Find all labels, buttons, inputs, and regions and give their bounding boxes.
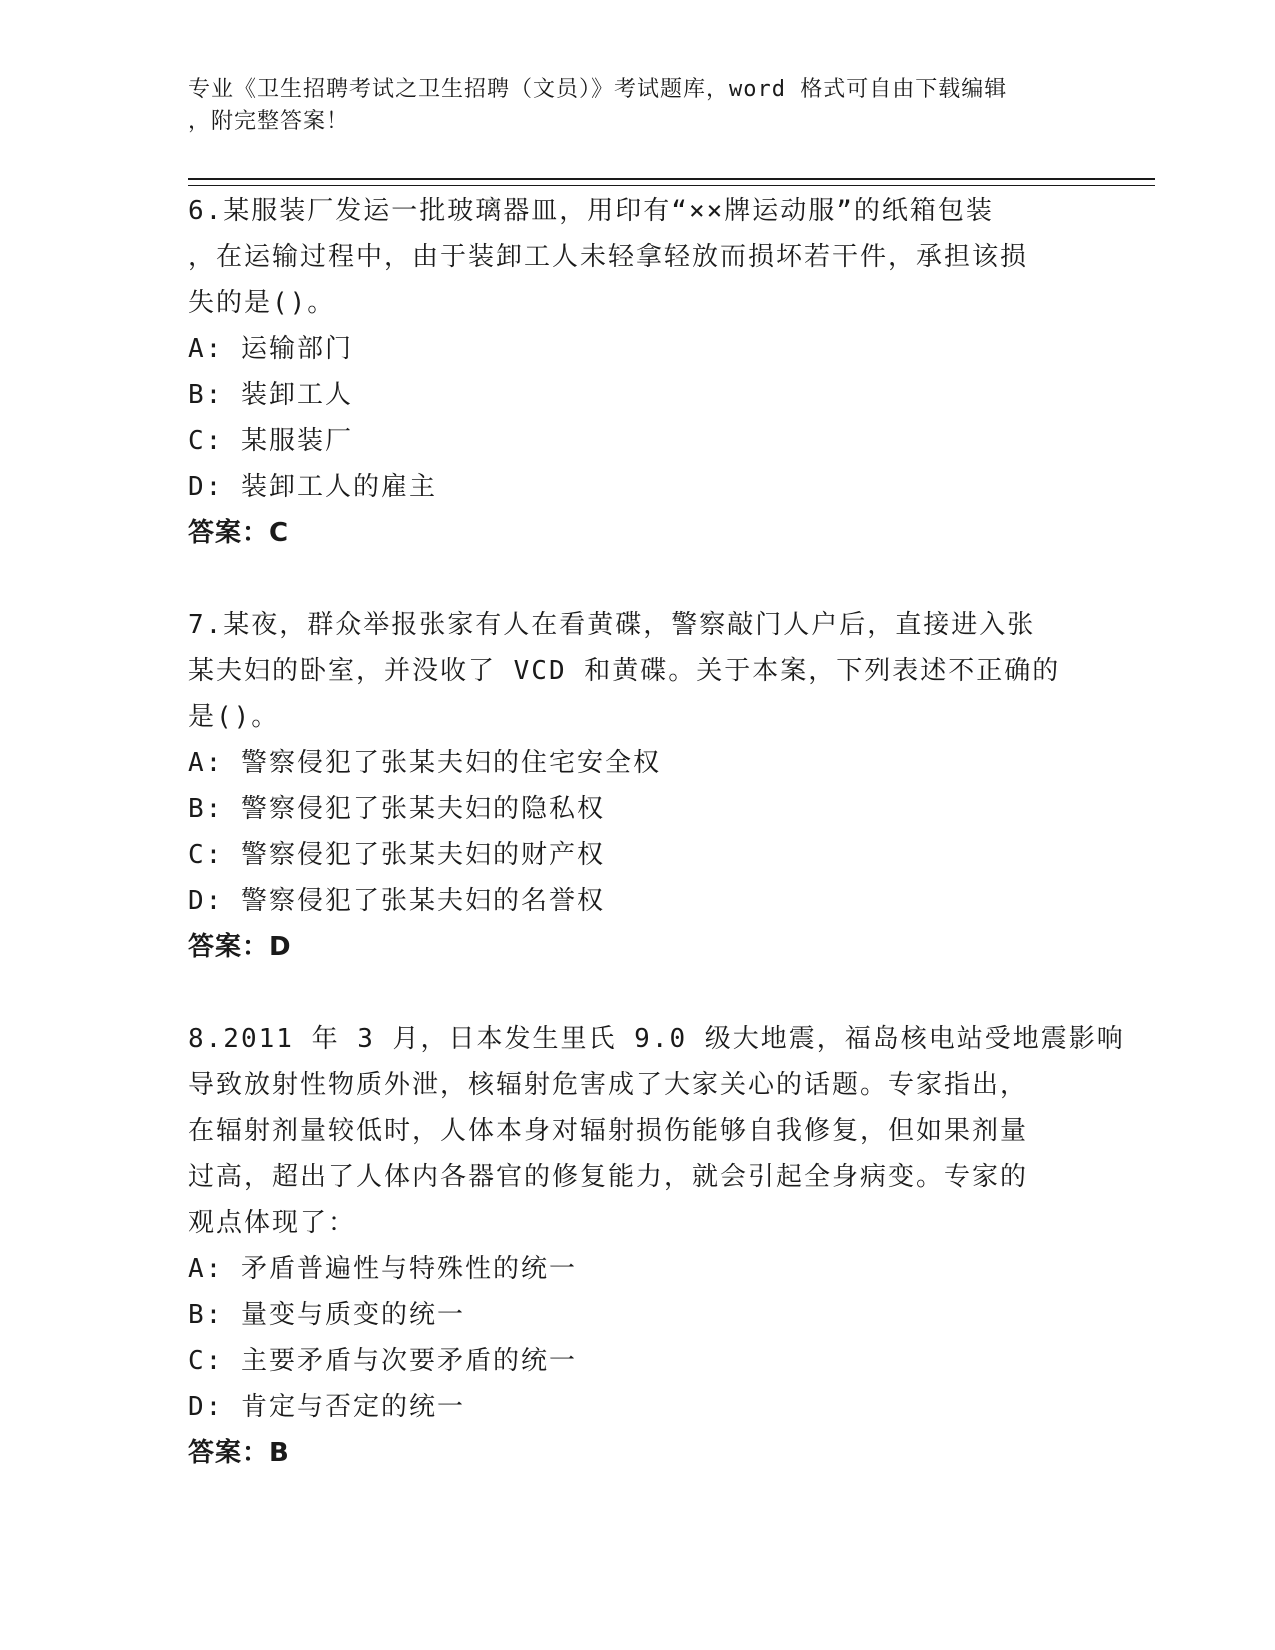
answer-label: 答案：C — [188, 518, 290, 548]
option-d: D: 肯定与否定的统一 — [188, 1392, 465, 1422]
option-d: D: 装卸工人的雇主 — [188, 472, 437, 502]
question-text-line: 导致放射性物质外泄，核辐射危害成了大家关心的话题。专家指出， — [188, 1070, 1029, 1100]
question-text-line: 某夫妇的卧室，并没收了 VCD 和黄碟。关于本案，下列表述不正确的 — [188, 656, 1061, 686]
header-line: ，附完整答案！ — [188, 109, 350, 134]
question-6 — [188, 188, 1088, 556]
header-divider — [188, 178, 1155, 186]
question-text-line: 8.2011 年 3 月，日本发生里氏 9.0 级大地震，福岛核电站受地震影响 — [188, 1024, 1125, 1054]
option-b: B: 装卸工人 — [188, 380, 353, 410]
question-8 — [188, 1016, 1125, 1476]
option-a: A: 矛盾普遍性与特殊性的统一 — [188, 1254, 577, 1284]
question-text-line: 失的是()。 — [188, 288, 336, 318]
option-c: C: 主要矛盾与次要矛盾的统一 — [188, 1346, 577, 1376]
page-header — [188, 74, 1068, 138]
question-text-line: 过高，超出了人体内各器官的修复能力，就会引起全身病变。专家的 — [188, 1162, 1029, 1192]
option-c: C: 警察侵犯了张某夫妇的财产权 — [188, 840, 605, 870]
option-d: D: 警察侵犯了张某夫妇的名誉权 — [188, 886, 605, 916]
question-list — [188, 188, 1125, 1476]
answer-label: 答案：B — [188, 1438, 290, 1468]
question-7 — [188, 602, 1088, 970]
option-a: A: 运输部门 — [188, 334, 353, 364]
option-c: C: 某服装厂 — [188, 426, 353, 456]
question-text-line: 观点体现了： — [188, 1208, 357, 1238]
question-text-line: ，在运输过程中，由于装卸工人未轻拿轻放而损坏若干件，承担该损 — [188, 242, 1029, 272]
question-text-line: 在辐射剂量较低时，人体本身对辐射损伤能够自我修复，但如果剂量 — [188, 1116, 1029, 1146]
option-a: A: 警察侵犯了张某夫妇的住宅安全权 — [188, 748, 661, 778]
question-text-line: 是()。 — [188, 702, 280, 732]
header-line: 专业《卫生招聘考试之卫生招聘（文员）》考试题库，word 格式可自由下载编辑 — [188, 77, 1008, 102]
question-text-line: 7.某夜，群众举报张家有人在看黄碟，警察敲门人户后，直接进入张 — [188, 610, 1036, 640]
question-text-line: 6.某服装厂发运一批玻璃器皿，用印有“××牌运动服”的纸箱包装 — [188, 196, 994, 226]
option-b: B: 量变与质变的统一 — [188, 1300, 465, 1330]
answer-label: 答案：D — [188, 932, 292, 962]
option-b: B: 警察侵犯了张某夫妇的隐私权 — [188, 794, 605, 824]
